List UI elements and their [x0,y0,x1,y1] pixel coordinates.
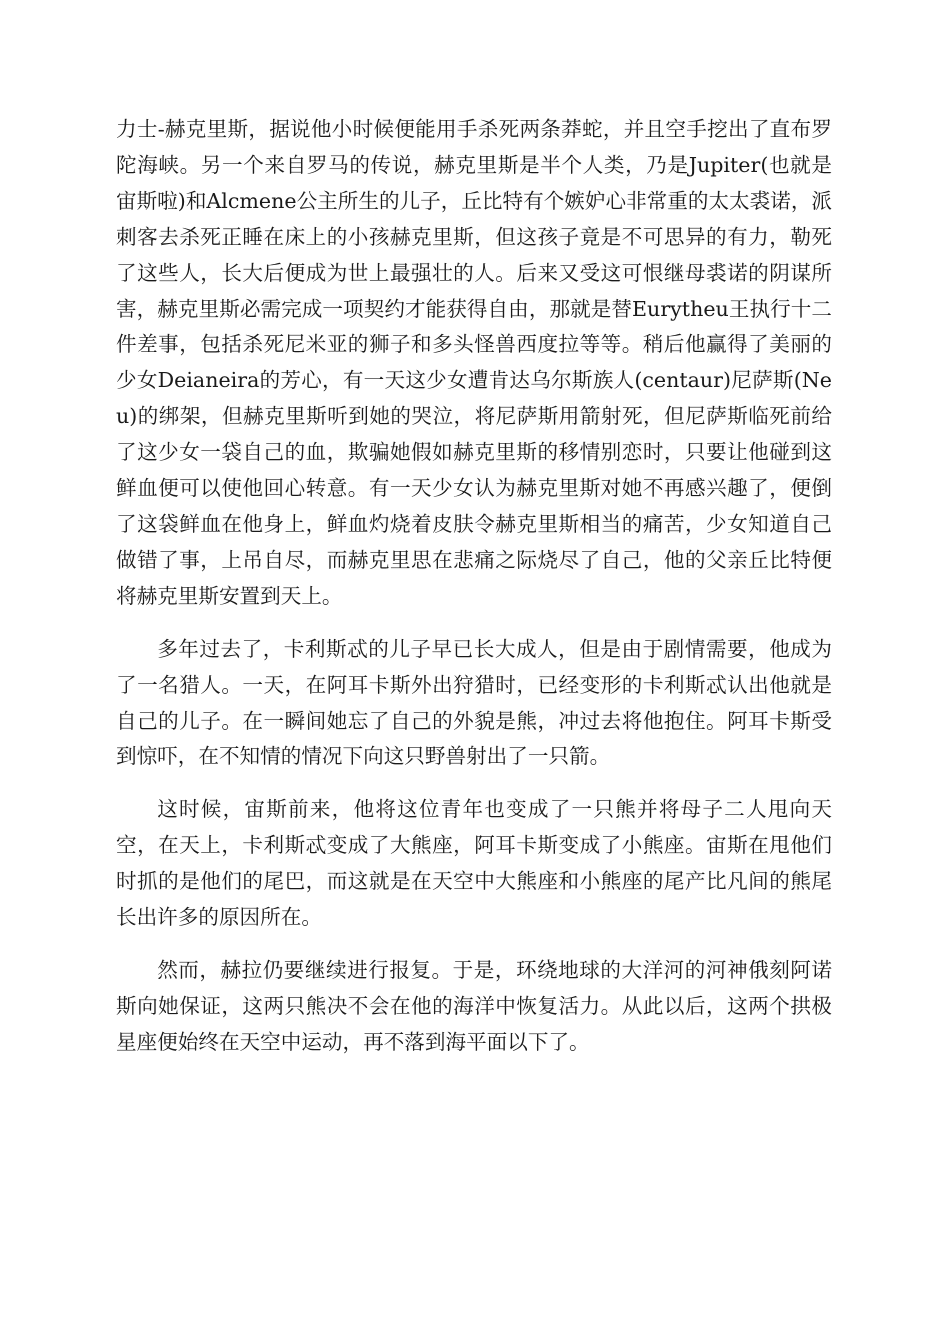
paragraph-hercules: 力士-赫克里斯，据说他小时候便能用手杀死两条莽蛇，并且空手挖出了直布罗陀海峡。另一个来自罗马的传说，赫克里斯是半个人类，乃是Jupiter(也就是宙斯啦)和Alcmene公主所生的儿子，丘比特有个嫉妒心非常重的太太裘诺，派刺客去杀死正睡在床上的小孩赫克里斯，但这孩子竟是不可思异的有力，勒死了这些人，长大后便成为世上最强壮的人。后来又受这可恨继母裘诺的阴谋所害，赫克里斯必需完成一项契约才能获得自由，那就是替Eurytheu王执行十二件差事，包括杀死尼米亚的狮子和多头怪兽西度拉等等。稍后他赢得了美丽的少女Deianeira的芳心，有一天这少女遭肯达乌尔斯族人(centaur)尼萨斯(Neu)的绑架，但赫克里斯听到她的哭泣，将尼萨斯用箭射死，但尼萨斯临死前给了这少女一袋自己的血，欺骗她假如赫克里斯的移情别恋时，只要让他碰到这鲜血便可以使他回心转意。有一天少女认为赫克里斯对她不再感兴趣了，便倒了这袋鲜血在他身上，鲜血灼烧着皮肤令赫克里斯相当的痛苦，少女知道自己做错了事，上吊自尽，而赫克里思在悲痛之际烧尽了自己，他的父亲丘比特便将赫克里斯安置到天上。 [116,117,833,608]
paragraph-zeus-bears: 这时候，宙斯前来，他将这位青年也变成了一只熊并将母子二人甩向天空，在天上，卡利斯忒变成了大熊座，阿耳卡斯变成了小熊座。宙斯在甩他们时抓的是他们的尾巴，而这就是在天空中大熊座和小熊座的尾产比凡间的熊尾长出许多的原因所在。 [116,797,832,930]
document-page [116,112,832,1061]
paragraph-arcas-hunter: 多年过去了，卡利斯忒的儿子早已长大成人，但是由于剧情需要，他成为了一名猎人。一天，在阿耳卡斯外出狩猎时，已经变形的卡利斯忒认出他就是自己的儿子。在一瞬间她忘了自己的外貌是熊，冲过去将他抱住。阿耳卡斯受到惊吓，在不知情的情况下向这只野兽射出了一只箭。 [116,636,832,769]
paragraph-hera-revenge: 然而，赫拉仍要继续进行报复。于是，环绕地球的大洋河的河神俄刻阿诺斯向她保证，这两只熊决不会在他的海洋中恢复活力。从此以后，这两个拱极星座便始终在天空中运动，再不落到海平面以下了。 [116,957,832,1054]
